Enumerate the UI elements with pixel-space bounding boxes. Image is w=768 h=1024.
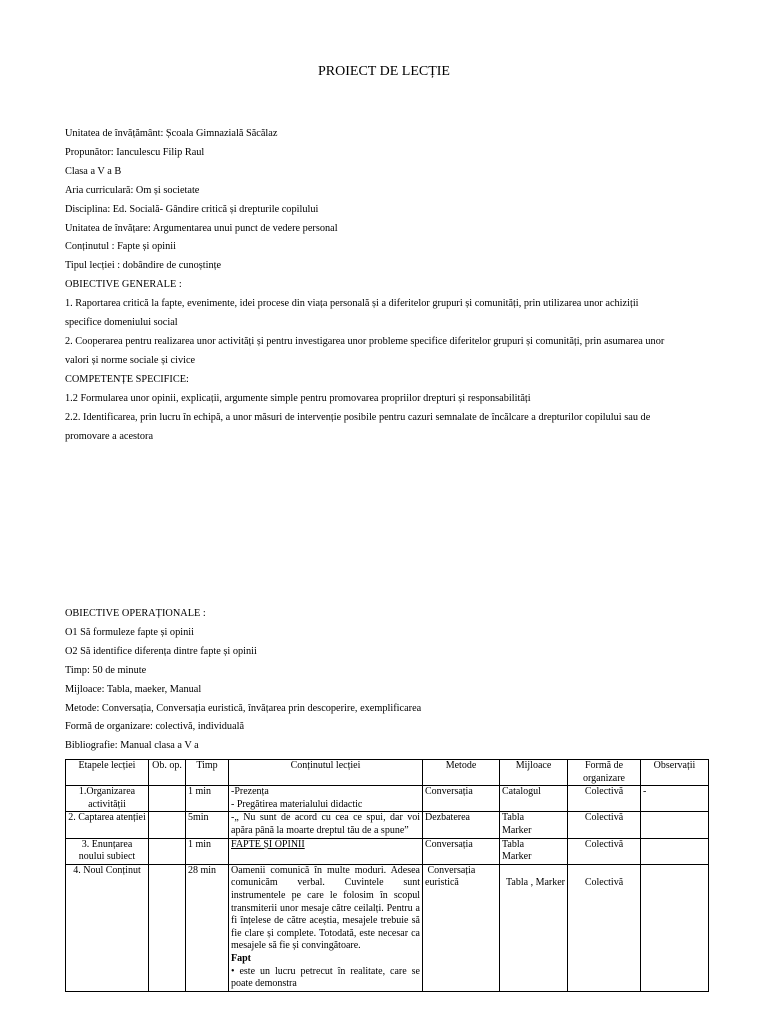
content-line: Conținutul : Fapte și opinii [65,241,176,253]
cell-metode: Conversația [423,786,500,812]
table-row [66,812,709,838]
resources-line: Mijloace: Tabla, maeker, Manual [65,683,202,695]
cell-forma [568,864,641,991]
cell-forma: Colectivă [568,786,641,812]
cell-timp: 1 min [186,838,229,864]
form-label: Colectivă [584,876,624,888]
topic-title: FAPTE ȘI OPINII [231,838,305,850]
class-line: Clasa a V a B [65,165,122,177]
lesson-type-line: Tipul lecției : dobândire de cunoștințe [65,260,222,272]
header-metode: Metode [423,760,500,786]
method-line: euristică [425,877,459,889]
author-line: Propunător: Ianculescu Filip Raul [65,146,205,158]
cell-forma: Colectivă [568,812,641,838]
cell-ob [149,838,186,864]
header-etapa: Etapele lecției [66,760,149,786]
specific-competence-line: 2.2. Identificarea, prin lucru în echipă, a unor măsuri de intervenție posibile pentru cazuri semnalate de încălcare a drepturilor copilului sau de [65,411,651,423]
resource-line: Marker [502,824,532,836]
cell-observatii [641,864,709,991]
header-timp: Timp [186,760,229,786]
table-row [66,838,709,864]
lesson-table [65,759,709,992]
fact-bullet: • este un lucru petrecut în realitate, care se poate demonstra [231,965,420,990]
resource-line: Tabla , Marker [506,876,565,888]
cell-forma: Colectivă [568,838,641,864]
cell-observatii [641,838,709,864]
cell-metode [423,864,500,991]
cell-ob [149,812,186,838]
general-objectives-heading: OBIECTIVE GENERALE : [65,279,182,291]
general-objective-line: valori și norme sociale și civice [65,354,196,366]
general-objective-line: specifice domeniului social [65,317,178,329]
operational-objectives-heading: OBIECTIVE OPERAȚIONALE : [65,608,206,619]
cell-mijloace [500,864,568,991]
cell-timp: 1 min [186,786,229,812]
cell-observatii: - [641,786,709,812]
cell-etapa: 2. Captarea atenției [66,812,149,838]
general-objective-line: 2. Cooperarea pentru realizarea unor activități și pentru investigarea unor probleme specifice diferitelor grupuri și comunități, prin asumarea unor [65,335,665,347]
operational-section [65,605,715,756]
cell-continut: -„ Nu sunt de acord cu cea ce spui, dar voi apăra până la moarte dreptul tău de a spune” [229,812,423,838]
methods-line: Metode: Conversația, Conversația euristică, învățarea prin descoperire, exemplificarea [65,702,422,714]
cell-timp: 5min [186,812,229,838]
general-objective-line: 1. Raportarea critică la fapte, evenimente, idei procese din viața personală și a diferitelor grupuri și comunități, prin utilizarea unor achiziții [65,298,639,310]
table-header-row [66,760,709,786]
table-row [66,864,709,991]
cell-continut [229,864,423,991]
objective-o2: O2 Să identifice diferența dintre fapte și opinii [65,645,257,657]
cell-metode: Dezbaterea [423,812,500,838]
resource-line: Tabla [502,838,525,850]
cell-observatii [641,812,709,838]
table-row [66,786,709,812]
header-continut: Conținutul lecției [229,760,423,786]
curricular-area-line: Aria curriculară: Om și societate [65,184,200,196]
header-ob-op: Ob. op. [149,760,186,786]
lesson-info-section [65,125,715,446]
learning-unit-line: Unitatea de învățare: Argumentarea unui punct de vedere personal [65,222,338,234]
specific-competence-line: promovare a acestora [65,430,154,442]
cell-ob [149,786,186,812]
header-mijloace: Mijloace [500,760,568,786]
cell-mijloace: Catalogul [500,786,568,812]
cell-continut [229,838,423,864]
school-line: Unitatea de învățământ: Școala Gimnazială Săcălaz [65,128,278,139]
cell-timp: 28 min [186,864,229,991]
content-line: - Pregătirea materialului didactic [231,798,363,810]
resource-line: Marker [502,851,532,863]
header-forma: Formă de organizare [568,760,641,786]
cell-metode: Conversația [423,838,500,864]
fact-heading: Fapt [231,952,251,964]
specific-competence-line: 1.2 Formularea unor opinii, explicații, argumente simple pentru promovarea propriilor drepturi și responsabilități [65,392,531,404]
specific-competences-heading: COMPETENȚE SPECIFICE: [65,373,189,385]
cell-ob [149,864,186,991]
cell-mijloace [500,812,568,838]
cell-etapa: 1.Organizarea activității [66,786,149,812]
content-paragraph: Oamenii comunică în multe moduri. Adesea comunicăm verbal. Cuvintele sunt instrumentele pe care le folosim în scopul transmiterii unor mesaje către ceilalți. Pentru a fi înțelese de către aceștia, mesajele trebuie să fie clare și complete. Totodată, este necesar ca mesajele să fie și convingătoare. [231,864,420,952]
time-line: Timp: 50 de minute [65,664,147,676]
organization-line: Formă de organizare: colectivă, individuală [65,721,245,733]
resource-line: Tabla [502,812,525,824]
document-title: PROIECT DE LECȚIE [318,64,450,79]
objective-o1: O1 Să formuleze fapte și opinii [65,626,194,638]
header-observatii: Observații [641,760,709,786]
bibliography-line: Bibliografie: Manual clasa a V a [65,740,199,752]
cell-etapa: 4. Noul Conținut [66,864,149,991]
content-line: -Prezența [231,786,269,798]
method-line: Conversația [425,864,476,876]
cell-etapa: 3. Enunțarea noului subiect [66,838,149,864]
cell-continut [229,786,423,812]
cell-mijloace [500,838,568,864]
discipline-line: Disciplina: Ed. Socială- Gândire critică și drepturile copilului [65,203,319,215]
